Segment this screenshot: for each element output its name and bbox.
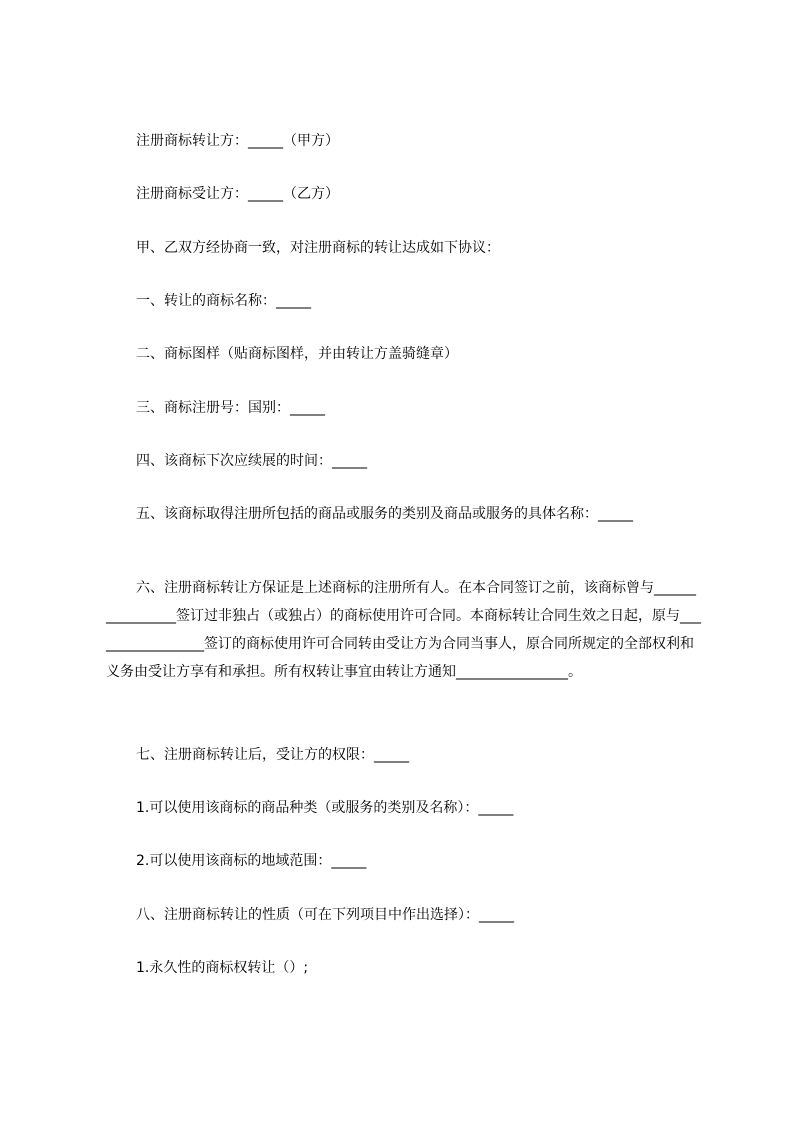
- assignee-line: 注册商标受让方：_____（乙方）: [136, 186, 339, 202]
- clause-8-1-permanent-transfer: 1.永久性的商标权转让（）;: [136, 960, 309, 976]
- agreement-intro: 甲、乙双方经协商一致，对注册商标的转让达成如下协议：: [136, 240, 500, 256]
- clause-1-trademark-name: 一、转让的商标名称：_____: [136, 293, 311, 309]
- clause-2-trademark-sample: 二、商标图样（贴商标图样，并由转让方盖骑缝章）: [136, 346, 458, 362]
- clause-8-transfer-nature: 八、注册商标转让的性质（可在下列项目中作出选择）：_____: [136, 907, 514, 923]
- clause-3-registration-number: 三、商标注册号：国别：_____: [136, 400, 325, 416]
- assignor-line: 注册商标转让方：_____（甲方）: [136, 133, 339, 149]
- clause-6-ownership-guarantee: 六、注册商标转让方保证是上述商标的注册所有人。在本合同签订之前，该商标曾与________________签订过非独占（或独占）的商标使用许可合同。本商标转让合同生效之日起，原与_________________签订的商标使用许可合同转由受让方为合同当事人，原合同所规定的全部权利和义务由受让方享有和承担。所有权转让事宜由转让方通知________________。: [106, 580, 701, 680]
- clause-7-2-territory: 2.可以使用该商标的地域范围：_____: [136, 853, 367, 869]
- clause-7-assignee-rights: 七、注册商标转让后，受让方的权限：_____: [136, 747, 409, 763]
- clause-7-1-goods-types: 1.可以使用该商标的商品种类（或服务的类别及名称）：_____: [136, 800, 514, 816]
- clause-5-goods-services: 五、该商标取得注册所包括的商品或服务的类别及商品或服务的具体名称：_____: [136, 506, 633, 522]
- clause-4-renewal-time: 四、该商标下次应续展的时间：_____: [136, 453, 367, 469]
